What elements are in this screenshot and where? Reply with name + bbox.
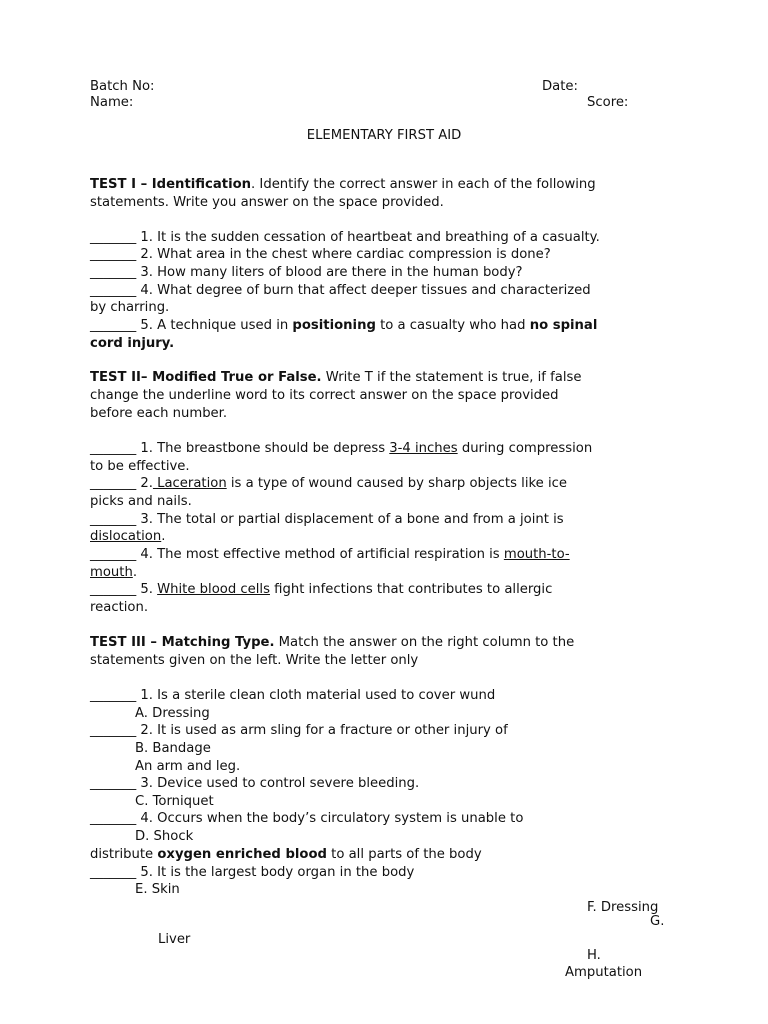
test2-item4-post: . [132, 565, 138, 580]
test1-item-4-cont: by charring. [90, 300, 170, 315]
test1-instructions [90, 176, 596, 194]
test2-item1-post: during compression [457, 441, 593, 456]
test2-item4-underlined-1: mouth-to- [503, 547, 570, 562]
test1-item-3: _______ 3. How many liters of blood are there in the human body? [90, 265, 523, 280]
test1-heading: TEST I – Identification [90, 177, 252, 192]
test2-item3-cont [90, 528, 165, 546]
test2-item2-underlined: Laceration [152, 476, 227, 491]
test2-item1-cont: to be effective. [90, 459, 190, 474]
test3-instr-2: statements given on the left. Write the letter only [90, 653, 419, 668]
test2-item4-cont [90, 564, 137, 582]
test3-choice-e: E. Skin [135, 882, 180, 897]
test2-instr-2: change the underline word to its correct answer on the space provided [90, 388, 559, 403]
test2-item5-post: fight infections that contributes to allergic [269, 582, 553, 597]
test2-item1-pre: _______ 1. The breastbone should be depress [90, 441, 390, 456]
test2-item1-underlined: 3-4 inches [389, 441, 458, 456]
test2-instructions [90, 369, 582, 387]
test3-choice-b: B. Bandage [135, 741, 211, 756]
test3-heading: TEST III – Matching Type. [90, 635, 275, 650]
test1-instr-2: statements. Write you answer on the space provided. [90, 195, 444, 210]
test3-question-4: _______ 4. Occurs when the body’s circulatory system is unable to [90, 811, 524, 826]
test2-item-1 [90, 440, 592, 458]
test3-instructions [90, 634, 574, 652]
test2-item5-pre: _______ 5. [90, 582, 158, 597]
test3-question-3: _______ 3. Device used to control severe bleeding. [90, 776, 420, 791]
test1-item-4: _______ 4. What degree of burn that affect deeper tissues and characterized [90, 283, 591, 298]
test1-item5-bold-1: positioning [292, 318, 376, 333]
test3-choice-c: C. Torniquet [135, 794, 214, 809]
test2-item-2 [90, 475, 567, 493]
test2-item4-pre: _______ 4. The most effective method of artificial respiration is [90, 547, 504, 562]
page-title: ELEMENTARY FIRST AID [306, 128, 462, 143]
test1-item5-pre: _______ 5. A technique used in [90, 318, 293, 333]
test2-item5-cont: reaction. [90, 600, 149, 615]
test2-item4-underlined-2: mouth [90, 565, 133, 580]
test3-question-1: _______ 1. Is a sterile clean cloth material used to cover wund [90, 688, 496, 703]
test2-item2-pre: _______ 2. [90, 476, 153, 491]
test3-choice-g: G. [650, 914, 665, 929]
test2-item-4 [90, 546, 570, 564]
test2-item5-underlined: White blood cells [157, 582, 270, 597]
test2-item-3: _______ 3. The total or partial displacement of a bone and from a joint is [90, 512, 564, 527]
test3-q4-post: to all parts of the body [326, 847, 482, 862]
test2-item3-underlined: dislocation [90, 529, 162, 544]
name-label: Name: [90, 95, 134, 110]
test3-question-5: _______ 5. It is the largest body organ in the body [90, 865, 415, 880]
test1-item-5 [90, 317, 597, 335]
batch-no-label: Batch No: [90, 79, 155, 94]
test3-choice-a: A. Dressing [135, 706, 210, 721]
test2-instr-3: before each number. [90, 406, 228, 421]
test1-instr-1: . Identify the correct answer in each of the following [251, 177, 596, 192]
test3-question-2: _______ 2. It is used as arm sling for a fracture or other injury of [90, 723, 508, 738]
test3-choice-h-cont: Amputation [565, 965, 643, 980]
test2-item-5 [90, 581, 552, 599]
test2-instr-1: Write T if the statement is true, if false [321, 370, 582, 385]
date-label: Date: [542, 79, 578, 94]
test3-question2-cont: An arm and leg. [135, 759, 241, 774]
test3-instr-1: Match the answer on the right column to the [274, 635, 575, 650]
test1-item5-mid: to a casualty who had [375, 318, 530, 333]
test3-q4-pre: distribute [90, 847, 158, 862]
test1-item5-bold-2: no spinal [529, 318, 598, 333]
test2-item2-post: is a type of wound caused by sharp objects like ice [226, 476, 567, 491]
test1-item5-bold-3: cord injury. [90, 336, 175, 351]
test3-question4-cont [90, 846, 482, 864]
score-label: Score: [587, 95, 629, 110]
test3-q4-bold: oxygen enriched blood [157, 847, 327, 862]
test3-choice-f: F. Dressing [587, 900, 659, 915]
test3-choice-h: H. [587, 948, 601, 963]
test1-item-2: _______ 2. What area in the chest where cardiac compression is done? [90, 247, 551, 262]
test3-choice-g-cont: Liver [158, 932, 191, 947]
test3-choice-d: D. Shock [135, 829, 194, 844]
test2-item2-cont: picks and nails. [90, 494, 192, 509]
test2-heading: TEST II– Modified True or False. [90, 370, 322, 385]
test1-item-1: _______ 1. It is the sudden cessation of heartbeat and breathing of a casualty. [90, 230, 600, 245]
test2-item3-post: . [161, 529, 166, 544]
